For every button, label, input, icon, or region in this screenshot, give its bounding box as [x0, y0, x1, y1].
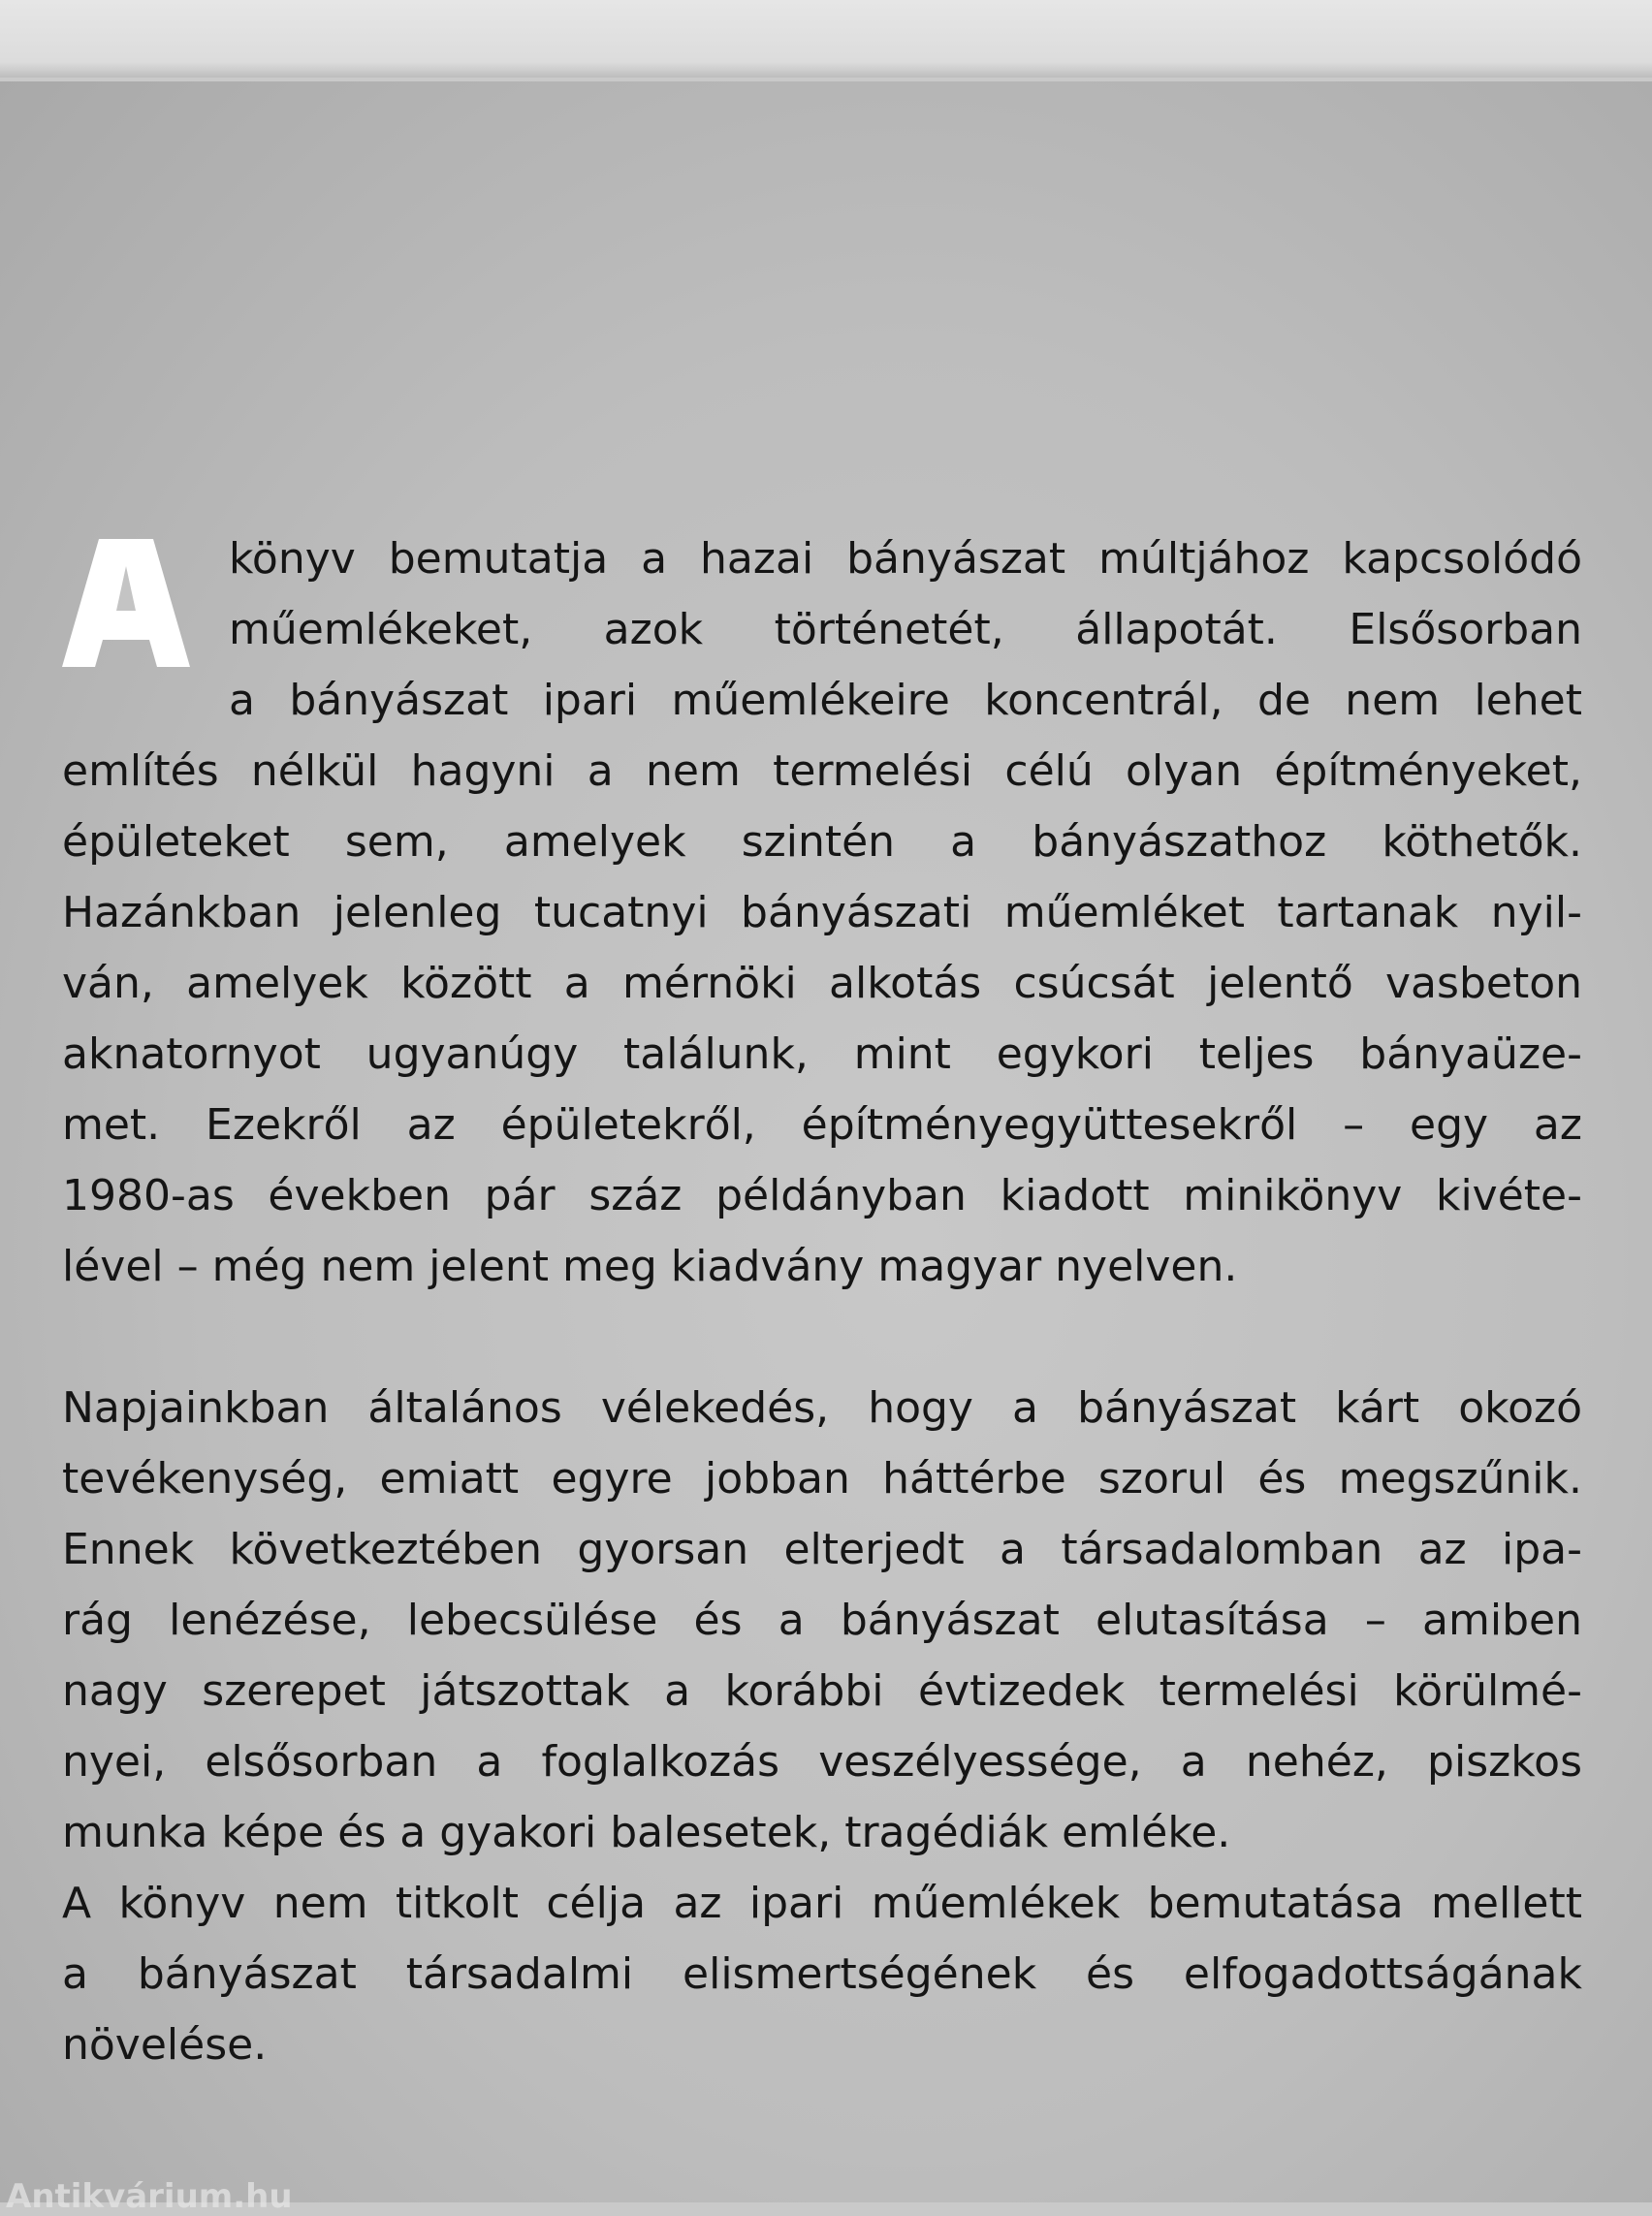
- text-line: 1980-as években pár száz példányban kiadott minikönyv kivéte-: [62, 1171, 1582, 1220]
- text-line: könyv bemutatja a hazai bányászat múltjához kapcsolódó: [229, 534, 1582, 584]
- text-line: a bányászat ipari műemlékeire koncentrál, de nem lehet: [229, 676, 1582, 725]
- text-line: rág lenézése, lebecsülése és a bányászat elutasítása – amiben: [62, 1596, 1582, 1645]
- paragraph-gap: [62, 1302, 1582, 1373]
- text-line: lével – még nem jelent meg kiadvány magyar nyelven.: [62, 1242, 1238, 1291]
- text-line: Ennek következtében gyorsan elterjedt a társadalomban az ipa-: [62, 1525, 1582, 1574]
- watermark: Antikvárium.hu: [6, 2177, 293, 2216]
- background-surface: [0, 0, 1652, 78]
- text-line: munka képe és a gyakori balesetek, tragédiák emléke.: [62, 1808, 1231, 1857]
- text-line: a bányászat társadalmi elismertségének és elfogadottságának: [62, 1949, 1582, 1999]
- text-line: nyei, elsősorban a foglalkozás veszélyessége, a nehéz, piszkos: [62, 1737, 1582, 1787]
- text-line: műemlékeket, azok történetét, állapotát. Elsősorban: [229, 605, 1582, 654]
- text-line: Hazánkban jelenleg tucatnyi bányászati műemléket tartanak nyil-: [62, 888, 1582, 937]
- text-line: növelése.: [62, 2020, 268, 2070]
- text-line: Napjainkban általános vélekedés, hogy a bányászat kárt okozó: [62, 1383, 1582, 1433]
- text-line: említés nélkül hagyni a nem termelési célú olyan építményeket,: [62, 746, 1582, 796]
- text-line: ván, amelyek között a mérnöki alkotás csúcsát jelentő vasbeton: [62, 959, 1582, 1008]
- text-line: nagy szerepet játszottak a korábbi évtizedek termelési körülmé-: [62, 1666, 1582, 1716]
- text-line: aknatornyot ugyanúgy találunk, mint egykori teljes bányaüze-: [62, 1029, 1582, 1079]
- text-line: met. Ezekről az épületekről, építményegyüttesekről – egy az: [62, 1100, 1582, 1150]
- body-text: [62, 523, 1582, 2080]
- text-line: A könyv nem titkolt célja az ipari műemlékek bemutatása mellett: [62, 1879, 1582, 1928]
- text-line: épületeket sem, amelyek szintén a bányászathoz köthetők.: [62, 817, 1582, 867]
- text-line: tevékenység, emiatt egyre jobban háttérbe szorul és megszűnik.: [62, 1454, 1582, 1504]
